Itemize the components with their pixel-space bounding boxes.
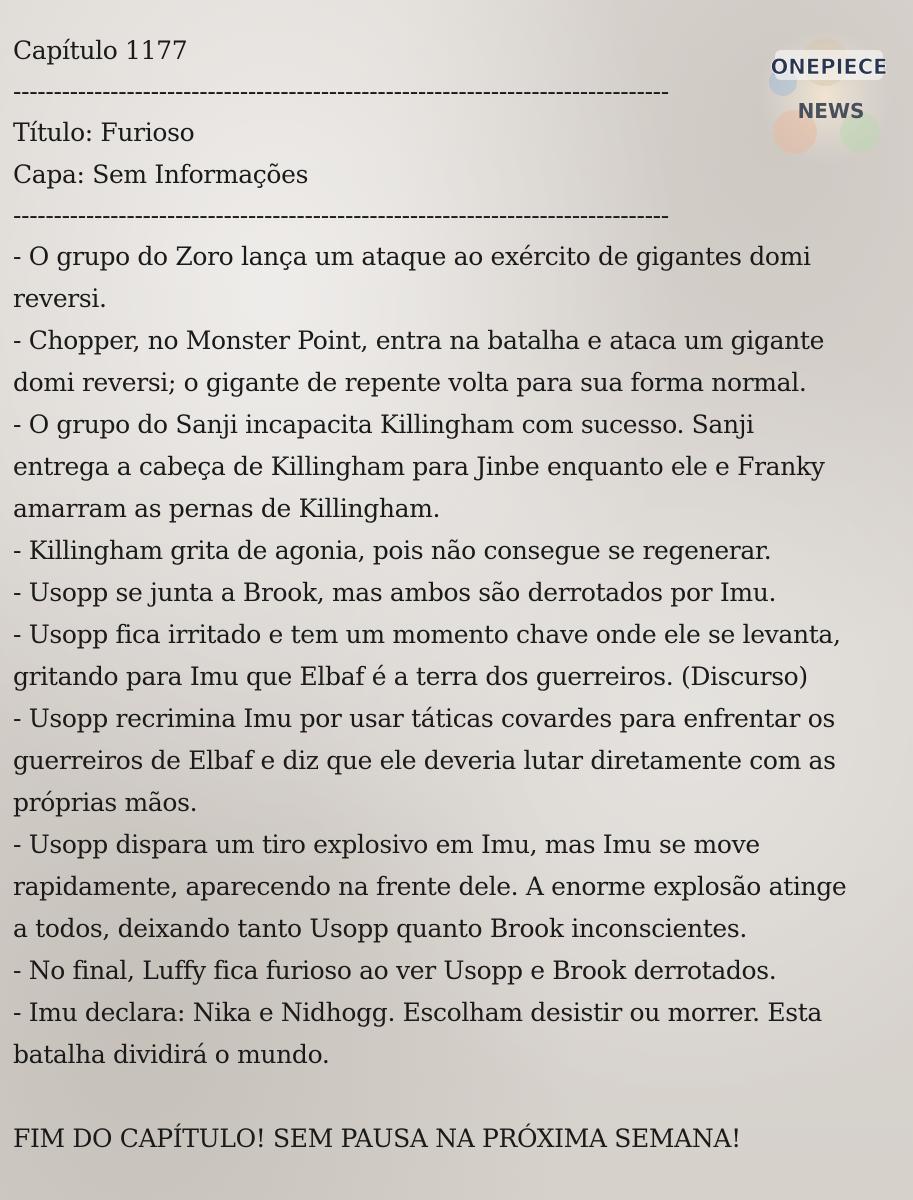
body-line: batalha dividirá o mundo. (13, 1040, 330, 1069)
body-line: gritando para Imu que Elbaf é a terra dos guerreiros. (Discurso) (13, 662, 808, 691)
body-line: - Chopper, no Monster Point, entra na batalha e ataca um gigante (13, 326, 825, 355)
body-line: próprias mãos. (13, 788, 198, 817)
separator-bottom: --------------------------------------------------------------------------------- (13, 201, 669, 230)
body-line: amarram as pernas de Killingham. (13, 494, 441, 523)
spoiler-body (13, 236, 893, 1076)
body-line: - O grupo do Sanji incapacita Killingham com sucesso. Sanji (13, 410, 754, 439)
body-line: - Killingham grita de agonia, pois não consegue se regenerar. (13, 536, 772, 565)
body-line: guerreiros de Elbaf e diz que ele deveria lutar diretamente com as (13, 746, 836, 775)
body-line: domi reversi; o gigante de repente volta para sua forma normal. (13, 368, 807, 397)
body-line: a todos, deixando tanto Usopp quanto Brook inconscientes. (13, 914, 747, 943)
body-line: - Usopp fica irritado e tem um momento chave onde ele se levanta, (13, 620, 841, 649)
body-line: - O grupo do Zoro lança um ataque ao exército de gigantes domi (13, 242, 811, 271)
body-line: - No final, Luffy fica furioso ao ver Usopp e Brook derrotados. (13, 956, 777, 985)
logo-top-text: ONEPIECE (770, 55, 888, 79)
body-line: - Usopp se junta a Brook, mas ambos são derrotados por Imu. (13, 578, 777, 607)
chapter-number: Capítulo 1177 (13, 36, 188, 65)
spacer (13, 1076, 893, 1118)
body-line: reversi. (13, 284, 107, 313)
document-page (13, 30, 893, 1160)
separator-top: --------------------------------------------------------------------------------- (13, 77, 669, 106)
body-line: - Usopp recrimina Imu por usar táticas covardes para enfrentar os (13, 704, 835, 733)
body-line: entrega a cabeça de Killingham para Jinbe enquanto ele e Franky (13, 452, 825, 481)
body-line: - Imu declara: Nika e Nidhogg. Escolham desistir ou morrer. Esta (13, 998, 822, 1027)
cover-line: Capa: Sem Informações (13, 160, 309, 189)
title-line: Título: Furioso (13, 118, 195, 147)
logo-bottom-text: NEWS (797, 99, 865, 123)
chapter-end-note: FIM DO CAPÍTULO! SEM PAUSA NA PRÓXIMA SEMANA! (13, 1124, 741, 1153)
body-line: - Usopp dispara um tiro explosivo em Imu, mas Imu se move (13, 830, 760, 859)
body-line: rapidamente, aparecendo na frente dele. A enorme explosão atinge (13, 872, 847, 901)
